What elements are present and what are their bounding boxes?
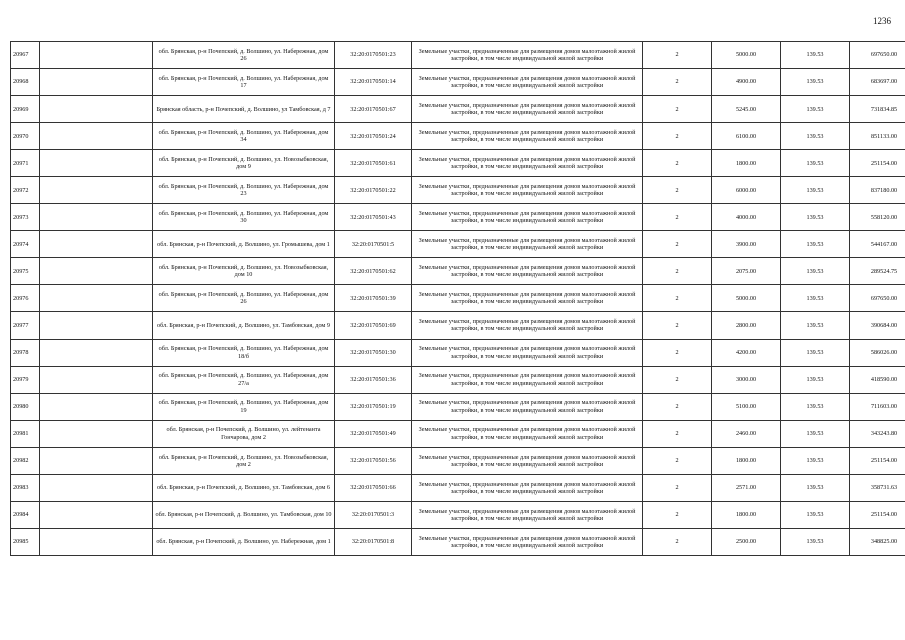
blank-cell bbox=[40, 258, 153, 285]
cadastral-value-cell: 851133.00 bbox=[850, 123, 905, 150]
area-cell: 2460.00 bbox=[712, 420, 781, 447]
cadastral-value-cell: 289524.75 bbox=[850, 258, 905, 285]
cadastral-value-cell: 837180.00 bbox=[850, 177, 905, 204]
row-number: 20976 bbox=[11, 285, 40, 312]
cadastral-number-cell: 32:20:0170501:67 bbox=[335, 96, 412, 123]
rate-cell: 139.53 bbox=[781, 177, 850, 204]
rate-cell: 139.53 bbox=[781, 150, 850, 177]
rate-cell: 139.53 bbox=[781, 393, 850, 420]
area-cell: 3900.00 bbox=[712, 231, 781, 258]
row-number: 20967 bbox=[11, 42, 40, 69]
rate-cell: 139.53 bbox=[781, 231, 850, 258]
table-row bbox=[11, 204, 905, 231]
table-row bbox=[11, 258, 905, 285]
permitted-use-cell: Земельные участки, предназначенные для размещения домов малоэтажной жилой застройки, в том числе индивидуальной жилой застройки bbox=[412, 258, 643, 285]
permitted-use-cell: Земельные участки, предназначенные для размещения домов малоэтажной жилой застройки, в том числе индивидуальной жилой застройки bbox=[412, 231, 643, 258]
address-cell: обл. Брянская, р-н Почепский, д. Волшино, ул. Тамбовская, дом 6 bbox=[153, 474, 335, 501]
category-cell: 2 bbox=[643, 258, 712, 285]
cadastral-value-cell: 418590.00 bbox=[850, 366, 905, 393]
permitted-use-cell: Земельные участки, предназначенные для размещения домов малоэтажной жилой застройки, в том числе индивидуальной жилой застройки bbox=[412, 204, 643, 231]
row-number: 20979 bbox=[11, 366, 40, 393]
cadastral-number-cell: 32:20:0170501:61 bbox=[335, 150, 412, 177]
rate-cell: 139.53 bbox=[781, 123, 850, 150]
permitted-use-cell: Земельные участки, предназначенные для размещения домов малоэтажной жилой застройки, в том числе индивидуальной жилой застройки bbox=[412, 474, 643, 501]
blank-cell bbox=[40, 312, 153, 339]
cadastral-value-cell: 683697.00 bbox=[850, 69, 905, 96]
row-number: 20973 bbox=[11, 204, 40, 231]
permitted-use-cell: Земельные участки, предназначенные для размещения домов малоэтажной жилой застройки, в том числе индивидуальной жилой застройки bbox=[412, 501, 643, 528]
cadastral-value-cell: 390684.00 bbox=[850, 312, 905, 339]
cadastral-number-cell: 32:20:0170501:43 bbox=[335, 204, 412, 231]
permitted-use-cell: Земельные участки, предназначенные для размещения домов малоэтажной жилой застройки, в том числе индивидуальной жилой застройки bbox=[412, 366, 643, 393]
category-cell: 2 bbox=[643, 474, 712, 501]
category-cell: 2 bbox=[643, 96, 712, 123]
row-number: 20985 bbox=[11, 528, 40, 555]
area-cell: 4000.00 bbox=[712, 204, 781, 231]
cadastral-number-cell: 32:20:0170501:66 bbox=[335, 474, 412, 501]
cadastral-value-cell: 348825.00 bbox=[850, 528, 905, 555]
row-number: 20971 bbox=[11, 150, 40, 177]
address-cell: обл. Брянская, р-н Почепский, д. Волшино, ул. лейтенанта Гончарова, дом 2 bbox=[153, 420, 335, 447]
category-cell: 2 bbox=[643, 447, 712, 474]
permitted-use-cell: Земельные участки, предназначенные для размещения домов малоэтажной жилой застройки, в том числе индивидуальной жилой застройки bbox=[412, 393, 643, 420]
category-cell: 2 bbox=[643, 69, 712, 96]
table-row bbox=[11, 123, 905, 150]
rate-cell: 139.53 bbox=[781, 339, 850, 366]
cadastral-number-cell: 32:20:0170501:22 bbox=[335, 177, 412, 204]
address-cell: обл. Брянская, р-н Почепский, д. Волшино, ул. Набережная, дом 17 bbox=[153, 69, 335, 96]
address-cell: обл. Брянская, р-н Почепский, д. Волшино, ул. Набережная, дом 23 bbox=[153, 177, 335, 204]
land-registry-table bbox=[10, 41, 905, 556]
row-number: 20974 bbox=[11, 231, 40, 258]
address-cell: обл. Брянская, р-н Почепский, д. Волшино, ул. Набережная, дом 26 bbox=[153, 285, 335, 312]
table-row bbox=[11, 42, 905, 69]
category-cell: 2 bbox=[643, 312, 712, 339]
area-cell: 2571.00 bbox=[712, 474, 781, 501]
address-cell: обл. Брянская, р-н Почепский, д. Волшино, ул. Набережная, дом 19 bbox=[153, 393, 335, 420]
row-number: 20978 bbox=[11, 339, 40, 366]
area-cell: 6100.00 bbox=[712, 123, 781, 150]
address-cell: обл. Брянская, р-н Почепский, д. Волшино, ул. Тамбовская, дом 9 bbox=[153, 312, 335, 339]
rate-cell: 139.53 bbox=[781, 42, 850, 69]
rate-cell: 139.53 bbox=[781, 528, 850, 555]
rate-cell: 139.53 bbox=[781, 312, 850, 339]
blank-cell bbox=[40, 96, 153, 123]
category-cell: 2 bbox=[643, 366, 712, 393]
blank-cell bbox=[40, 528, 153, 555]
row-number: 20975 bbox=[11, 258, 40, 285]
address-cell: обл. Брянская, р-н Почепский, д. Волшино, ул. Набережная, дом 30 bbox=[153, 204, 335, 231]
row-number: 20980 bbox=[11, 393, 40, 420]
permitted-use-cell: Земельные участки, предназначенные для размещения домов малоэтажной жилой застройки, в том числе индивидуальной жилой застройки bbox=[412, 150, 643, 177]
area-cell: 1800.00 bbox=[712, 150, 781, 177]
rate-cell: 139.53 bbox=[781, 204, 850, 231]
address-cell: обл. Брянская, р-н Почепский, д. Волшино, ул. Набережная, дом 1 bbox=[153, 528, 335, 555]
table-row bbox=[11, 96, 905, 123]
table-row bbox=[11, 150, 905, 177]
table-row bbox=[11, 231, 905, 258]
rate-cell: 139.53 bbox=[781, 366, 850, 393]
area-cell: 2800.00 bbox=[712, 312, 781, 339]
address-cell: обл. Брянская, р-н Почепский, д. Волшино, ул. Новозыбковская, дом 9 bbox=[153, 150, 335, 177]
table-row bbox=[11, 312, 905, 339]
permitted-use-cell: Земельные участки, предназначенные для размещения домов малоэтажной жилой застройки, в том числе индивидуальной жилой застройки bbox=[412, 69, 643, 96]
blank-cell bbox=[40, 420, 153, 447]
cadastral-number-cell: 32:20:0170501:14 bbox=[335, 69, 412, 96]
category-cell: 2 bbox=[643, 339, 712, 366]
table-row bbox=[11, 501, 905, 528]
area-cell: 2500.00 bbox=[712, 528, 781, 555]
table-row bbox=[11, 285, 905, 312]
cadastral-value-cell: 711603.00 bbox=[850, 393, 905, 420]
cadastral-number-cell: 32:20:0170501:56 bbox=[335, 447, 412, 474]
rate-cell: 139.53 bbox=[781, 420, 850, 447]
cadastral-value-cell: 697650.00 bbox=[850, 285, 905, 312]
permitted-use-cell: Земельные участки, предназначенные для размещения домов малоэтажной жилой застройки, в том числе индивидуальной жилой застройки bbox=[412, 96, 643, 123]
blank-cell bbox=[40, 150, 153, 177]
cadastral-value-cell: 358731.63 bbox=[850, 474, 905, 501]
cadastral-number-cell: 32:20:0170501:69 bbox=[335, 312, 412, 339]
row-number: 20968 bbox=[11, 69, 40, 96]
cadastral-value-cell: 251154.00 bbox=[850, 447, 905, 474]
blank-cell bbox=[40, 231, 153, 258]
permitted-use-cell: Земельные участки, предназначенные для размещения домов малоэтажной жилой застройки, в том числе индивидуальной жилой застройки bbox=[412, 447, 643, 474]
cadastral-number-cell: 32:20:0170501:8 bbox=[335, 528, 412, 555]
row-number: 20982 bbox=[11, 447, 40, 474]
blank-cell bbox=[40, 339, 153, 366]
category-cell: 2 bbox=[643, 123, 712, 150]
area-cell: 5000.00 bbox=[712, 42, 781, 69]
rate-cell: 139.53 bbox=[781, 258, 850, 285]
area-cell: 1800.00 bbox=[712, 501, 781, 528]
address-cell: обл. Брянская, р-н Почепский, д. Волшино, ул. Набережная, дом 34 bbox=[153, 123, 335, 150]
registry-body bbox=[11, 42, 905, 556]
area-cell: 5245.00 bbox=[712, 96, 781, 123]
table-row bbox=[11, 366, 905, 393]
table-row bbox=[11, 420, 905, 447]
row-number: 20984 bbox=[11, 501, 40, 528]
rate-cell: 139.53 bbox=[781, 69, 850, 96]
address-cell: обл. Брянская, р-н Почепский, д. Волшино, ул. Новозыбковская, дом 2 bbox=[153, 447, 335, 474]
category-cell: 2 bbox=[643, 42, 712, 69]
area-cell: 6000.00 bbox=[712, 177, 781, 204]
blank-cell bbox=[40, 501, 153, 528]
cadastral-value-cell: 343243.80 bbox=[850, 420, 905, 447]
permitted-use-cell: Земельные участки, предназначенные для размещения домов малоэтажной жилой застройки, в том числе индивидуальной жилой застройки bbox=[412, 339, 643, 366]
cadastral-value-cell: 697650.00 bbox=[850, 42, 905, 69]
cadastral-value-cell: 251154.00 bbox=[850, 150, 905, 177]
permitted-use-cell: Земельные участки, предназначенные для размещения домов малоэтажной жилой застройки, в том числе индивидуальной жилой застройки bbox=[412, 123, 643, 150]
area-cell: 5100.00 bbox=[712, 393, 781, 420]
category-cell: 2 bbox=[643, 420, 712, 447]
address-cell: обл. Брянская, р-н Почепский, д. Волшино, ул. Громышева, дом 1 bbox=[153, 231, 335, 258]
category-cell: 2 bbox=[643, 204, 712, 231]
category-cell: 2 bbox=[643, 285, 712, 312]
cadastral-number-cell: 32:20:0170501:3 bbox=[335, 501, 412, 528]
row-number: 20983 bbox=[11, 474, 40, 501]
table-row bbox=[11, 393, 905, 420]
rate-cell: 139.53 bbox=[781, 501, 850, 528]
permitted-use-cell: Земельные участки, предназначенные для размещения домов малоэтажной жилой застройки, в том числе индивидуальной жилой застройки bbox=[412, 420, 643, 447]
cadastral-value-cell: 558120.00 bbox=[850, 204, 905, 231]
row-number: 20972 bbox=[11, 177, 40, 204]
address-cell: Брянская область, р-н Почепский, д. Волшино, ул Тамбовская, д 7 bbox=[153, 96, 335, 123]
rate-cell: 139.53 bbox=[781, 447, 850, 474]
blank-cell bbox=[40, 393, 153, 420]
row-number: 20970 bbox=[11, 123, 40, 150]
cadastral-number-cell: 32:20:0170501:39 bbox=[335, 285, 412, 312]
permitted-use-cell: Земельные участки, предназначенные для размещения домов малоэтажной жилой застройки, в том числе индивидуальной жилой застройки bbox=[412, 42, 643, 69]
table-row bbox=[11, 447, 905, 474]
rate-cell: 139.53 bbox=[781, 285, 850, 312]
permitted-use-cell: Земельные участки, предназначенные для размещения домов малоэтажной жилой застройки, в том числе индивидуальной жилой застройки bbox=[412, 285, 643, 312]
blank-cell bbox=[40, 123, 153, 150]
cadastral-number-cell: 32:20:0170501:62 bbox=[335, 258, 412, 285]
table-row bbox=[11, 474, 905, 501]
table-row bbox=[11, 339, 905, 366]
blank-cell bbox=[40, 42, 153, 69]
area-cell: 2075.00 bbox=[712, 258, 781, 285]
permitted-use-cell: Земельные участки, предназначенные для размещения домов малоэтажной жилой застройки, в том числе индивидуальной жилой застройки bbox=[412, 312, 643, 339]
row-number: 20969 bbox=[11, 96, 40, 123]
area-cell: 4900.00 bbox=[712, 69, 781, 96]
cadastral-number-cell: 32:20:0170501:30 bbox=[335, 339, 412, 366]
page-number: 1236 bbox=[873, 16, 891, 26]
category-cell: 2 bbox=[643, 393, 712, 420]
permitted-use-cell: Земельные участки, предназначенные для размещения домов малоэтажной жилой застройки, в том числе индивидуальной жилой застройки bbox=[412, 528, 643, 555]
cadastral-number-cell: 32:20:0170501:36 bbox=[335, 366, 412, 393]
cadastral-number-cell: 32:20:0170501:24 bbox=[335, 123, 412, 150]
cadastral-number-cell: 32:20:0170501:23 bbox=[335, 42, 412, 69]
rate-cell: 139.53 bbox=[781, 474, 850, 501]
category-cell: 2 bbox=[643, 231, 712, 258]
row-number: 20977 bbox=[11, 312, 40, 339]
cadastral-value-cell: 544167.00 bbox=[850, 231, 905, 258]
area-cell: 1800.00 bbox=[712, 447, 781, 474]
area-cell: 3000.00 bbox=[712, 366, 781, 393]
category-cell: 2 bbox=[643, 177, 712, 204]
category-cell: 2 bbox=[643, 501, 712, 528]
cadastral-value-cell: 731834.85 bbox=[850, 96, 905, 123]
category-cell: 2 bbox=[643, 528, 712, 555]
blank-cell bbox=[40, 69, 153, 96]
address-cell: обл. Брянская, р-н Почепский, д. Волшино, ул. Набережная, дом 26 bbox=[153, 42, 335, 69]
blank-cell bbox=[40, 177, 153, 204]
row-number: 20981 bbox=[11, 420, 40, 447]
table-row bbox=[11, 528, 905, 555]
blank-cell bbox=[40, 474, 153, 501]
blank-cell bbox=[40, 366, 153, 393]
permitted-use-cell: Земельные участки, предназначенные для размещения домов малоэтажной жилой застройки, в том числе индивидуальной жилой застройки bbox=[412, 177, 643, 204]
cadastral-value-cell: 251154.00 bbox=[850, 501, 905, 528]
address-cell: обл. Брянская, р-н Почепский, д. Волшино, ул. Набережная, дом 18/б bbox=[153, 339, 335, 366]
address-cell: обл. Брянская, р-н Почепский, д. Волшино, ул. Новозыбковская, дом 10 bbox=[153, 258, 335, 285]
blank-cell bbox=[40, 447, 153, 474]
table-row bbox=[11, 69, 905, 96]
cadastral-number-cell: 32:20:0170501:49 bbox=[335, 420, 412, 447]
rate-cell: 139.53 bbox=[781, 96, 850, 123]
blank-cell bbox=[40, 285, 153, 312]
address-cell: обл. Брянская, р-н Почепский, д. Волшино, ул. Набережная, дом 27/а bbox=[153, 366, 335, 393]
table-row bbox=[11, 177, 905, 204]
cadastral-number-cell: 32:20:0170501:5 bbox=[335, 231, 412, 258]
area-cell: 4200.00 bbox=[712, 339, 781, 366]
cadastral-value-cell: 586026.00 bbox=[850, 339, 905, 366]
area-cell: 5000.00 bbox=[712, 285, 781, 312]
category-cell: 2 bbox=[643, 150, 712, 177]
cadastral-number-cell: 32:20:0170501:19 bbox=[335, 393, 412, 420]
blank-cell bbox=[40, 204, 153, 231]
address-cell: обл. Брянская, р-н Почепский, д. Волшино, ул. Тамбовская, дом 10 bbox=[153, 501, 335, 528]
